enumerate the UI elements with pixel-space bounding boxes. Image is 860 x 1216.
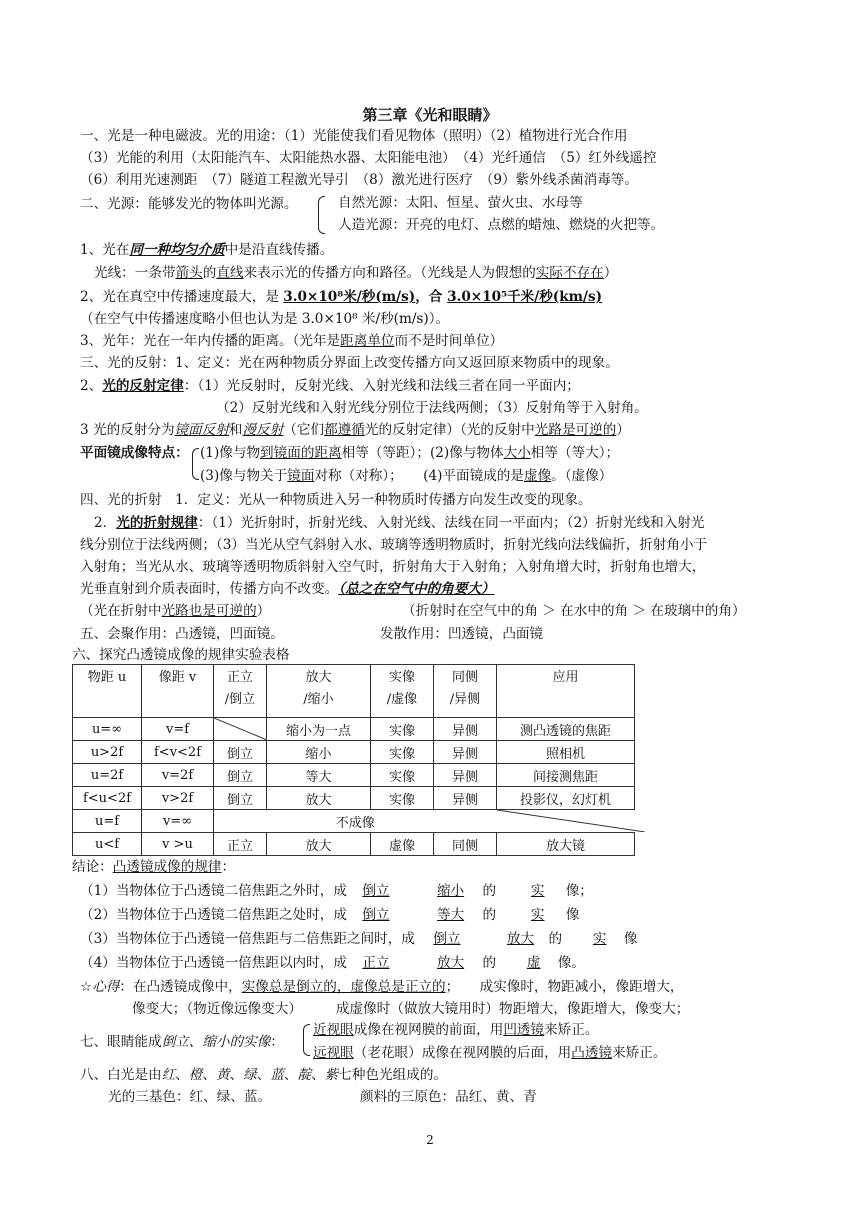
speed-of-light-line: 2、光在真空中传播速度最大，是 3.0×10⁸米/秒(m/s)，合 3.0×10⁵千米/秒(km/s)	[80, 289, 603, 305]
insight-line-1: ☆心得：在凸透镜成像中，实像总是倒立的，虚像总是正立的； 成实像时，物距减小，像距增大，	[80, 979, 684, 995]
cell: u<f	[73, 833, 142, 856]
cell: 缩小	[267, 741, 371, 764]
cell: 照相机	[497, 741, 635, 764]
artificial-light-source: 人造光源：开亮的电灯、点燃的蜡烛、燃烧的火把等。	[338, 217, 665, 233]
refraction-law-line-4: 光垂直射到介质表面时，传播方向不改变。（总之在空气中的角要大）	[80, 581, 495, 597]
diagonal-cell	[497, 810, 635, 833]
cell: f<v<2f	[142, 741, 214, 764]
plane-mirror-heading: 平面镜成像特点：	[80, 445, 189, 461]
plane-mirror-line-2: (3)像与物关于镜面对称（对称）； (4)平面镜成的是虚像。（虚像）	[200, 468, 613, 484]
brace-plane-mirror	[192, 448, 199, 480]
cell: 缩小为一点	[267, 718, 371, 741]
cell: 放大	[267, 833, 371, 856]
table-header-row	[73, 665, 635, 718]
converging-lenses: 五、会聚作用：凸透镜，凹面镜。	[80, 626, 284, 642]
lens-table-caption: 六、探究凸透镜成像的规律实验表格	[72, 647, 290, 663]
diverging-lenses: 发散作用：凹透镜，凸面镜	[380, 626, 544, 642]
cell: 放大镜	[497, 833, 635, 856]
point-1-line: 1、光在同一种均匀介质中是沿直线传播。	[80, 242, 334, 258]
hyperopia-line: 远视眼（老花眼）成像在视网膜的后面，用凸透镜来矫正。	[313, 1045, 667, 1061]
header-real-virtual: 实像 /虚像	[371, 665, 434, 718]
cell: 异侧	[434, 718, 497, 741]
eye-heading: 七、眼睛能成倒立、缩小的实像：	[80, 1034, 284, 1050]
cell: 等大	[267, 764, 371, 787]
cell: v>2f	[142, 787, 214, 810]
conclusion-2: （2）当物体位于凸透镜二倍焦距之处时，成 倒立 等大 的 实 像	[80, 907, 580, 923]
cell: 放大	[267, 787, 371, 810]
reflection-types-line: 3 光的反射分为镜面反射和漫反射（它们都遵循光的反射定律）（光的反射中光路是可逆的）	[80, 422, 630, 438]
cell: 倒立	[214, 787, 267, 810]
table-row	[73, 833, 635, 856]
conclusion-heading: 结论：凸透镜成像的规律：	[72, 859, 236, 875]
cell: 同侧	[434, 833, 497, 856]
table-row	[73, 741, 635, 764]
section-1-line-2: （3）光能的利用（太阳能汽车、太阳能热水器、太阳能电池） （4）光纤通信 （5）红外线遥控	[80, 150, 657, 166]
primary-colors-pigment: 颜料的三原色：品红、黄、青	[360, 1089, 537, 1105]
cell: u=f	[73, 810, 142, 833]
table-row	[73, 787, 635, 810]
cell: 测凸透镜的焦距	[497, 718, 635, 741]
header-side: 同侧 /异侧	[434, 665, 497, 718]
cell: v=∞	[142, 810, 214, 833]
refraction-angle-note: （折射时在空气中的角 ＞ 在水中的角 ＞ 在玻璃中的角）	[402, 603, 746, 619]
cell: 实像	[371, 741, 434, 764]
light-year-line: 3、光年：光在一年内传播的距离。（光年是距离单位而不是时间单位）	[80, 333, 504, 349]
page-number: 2	[426, 1133, 434, 1147]
cell: 实像	[371, 764, 434, 787]
header-application: 应用	[497, 665, 635, 718]
cell: 倒立	[214, 764, 267, 787]
conclusion-1: （1）当物体位于凸透镜二倍焦距之外时，成 倒立 缩小 的 实 像；	[80, 883, 593, 899]
myopia-line: 近视眼成像在视网膜的前面，用凹透镜来矫正。	[313, 1022, 599, 1038]
header-object-distance: 物距 u	[73, 665, 142, 718]
brace-light-source	[318, 196, 325, 234]
diagonal-cell	[214, 718, 267, 741]
cell: u>2f	[73, 741, 142, 764]
conclusion-3: （3）当物体位于凸透镜一倍焦距与二倍焦距之间时，成 倒立 放大 的 实 像	[80, 931, 638, 947]
cell: u=2f	[73, 764, 142, 787]
cell: 倒立	[214, 741, 267, 764]
refraction-definition: 四、光的折射 1．定义：光从一种物质进入另一种物质时传播方向发生改变的现象。	[80, 492, 592, 508]
cell: 异侧	[434, 764, 497, 787]
reflection-law-line-2: （2）反射光线和入射光线分别位于法线两侧；（3）反射角等于入射角。	[216, 400, 648, 416]
header-orientation: 正立 /倒立	[214, 665, 267, 718]
refraction-law-line-2: 线分别位于法线两侧；（3）当光从空气斜射入水、玻璃等透明物质时，折射光线向法线偏折，折射角小于	[80, 537, 708, 553]
reflection-law-line-1: 2、光的反射定律：（1）光反射时，反射光线、入射光线和法线三者在同一平面内；	[80, 378, 580, 394]
cell: 实像	[371, 787, 434, 810]
reflection-definition: 三、光的反射：1、定义：光在两种物质分界面上改变传播方向又返回原来物质中的现象。	[80, 355, 619, 371]
table-row	[73, 810, 635, 833]
light-source-definition: 二、光源：能够发光的物体叫光源。	[80, 196, 298, 212]
cell: 异侧	[434, 741, 497, 764]
cell: 异侧	[434, 787, 497, 810]
cell: 投影仪，幻灯机	[497, 787, 635, 810]
cell: f<u<2f	[73, 787, 142, 810]
table-row	[73, 764, 635, 787]
refraction-law-line-3: 入射角；当光从水、玻璃等透明物质斜射入空气时，折射角大于入射角；入射角增大时，折射角也增大，	[80, 559, 706, 575]
speed-in-air-note: （在空气中传播速度略小但也认为是 3.0×10⁸ 米/秒(m/s)）。	[80, 311, 450, 327]
refraction-law-line-1: 2．光的折射规律：（1）光折射时，折射光线、入射光线、法线在同一平面内；（2）折射光线和入射光	[94, 515, 705, 531]
section-1-line-1: 一、光是一种电磁波。光的用途：（1）光能使我们看见物体（照明）（2）植物进行光合作用	[80, 128, 628, 144]
table-row	[73, 718, 635, 741]
refraction-reversible-note: （光在折射中光路也是可逆的）	[80, 603, 271, 619]
chapter-title: 第三章《光和眼睛》	[362, 106, 498, 124]
cell: v=f	[142, 718, 214, 741]
conclusion-4: （4）当物体位于凸透镜一倍焦距以内时，成 正立 放大 的 虚 像。	[80, 955, 585, 971]
header-size: 放大 /缩小	[267, 665, 371, 718]
cell: v >u	[142, 833, 214, 856]
section-1-line-3: （6）利用光速测距 （7）隧道工程激光导引 （8）激光进行医疗 （9）紫外线杀菌消毒等。	[80, 172, 638, 188]
white-light-line: 八、白光是由红、橙、黄、绿、蓝、靛、紫七种色光组成的。	[80, 1067, 448, 1083]
cell: 实像	[371, 718, 434, 741]
brace-eye	[303, 1024, 310, 1056]
natural-light-source: 自然光源：太阳、恒星、萤火虫、水母等	[338, 195, 583, 211]
cell: 正立	[214, 833, 267, 856]
light-ray-definition: 光线：一条带箭头的直线来表示光的传播方向和路径。（光线是人为假想的实际不存在）	[94, 265, 618, 281]
convex-lens-table	[72, 664, 635, 856]
cell: 虚像	[371, 833, 434, 856]
header-image-distance: 像距 v	[142, 665, 214, 718]
cell: v=2f	[142, 764, 214, 787]
cell: 间接测焦距	[497, 764, 635, 787]
no-image-cell: 不成像	[214, 810, 497, 833]
insight-line-2: 像变大；（物近像远像变大） 成虚像时（做放大镜用时）物距增大，像距增大，像变大；	[132, 1001, 690, 1017]
plane-mirror-line-1: (1)像与物到镜面的距离相等（等距）；(2)像与物体大小相等（等大）；	[200, 445, 620, 461]
primary-colors-light: 光的三基色：红、绿、蓝。	[108, 1089, 272, 1105]
cell: u=∞	[73, 718, 142, 741]
